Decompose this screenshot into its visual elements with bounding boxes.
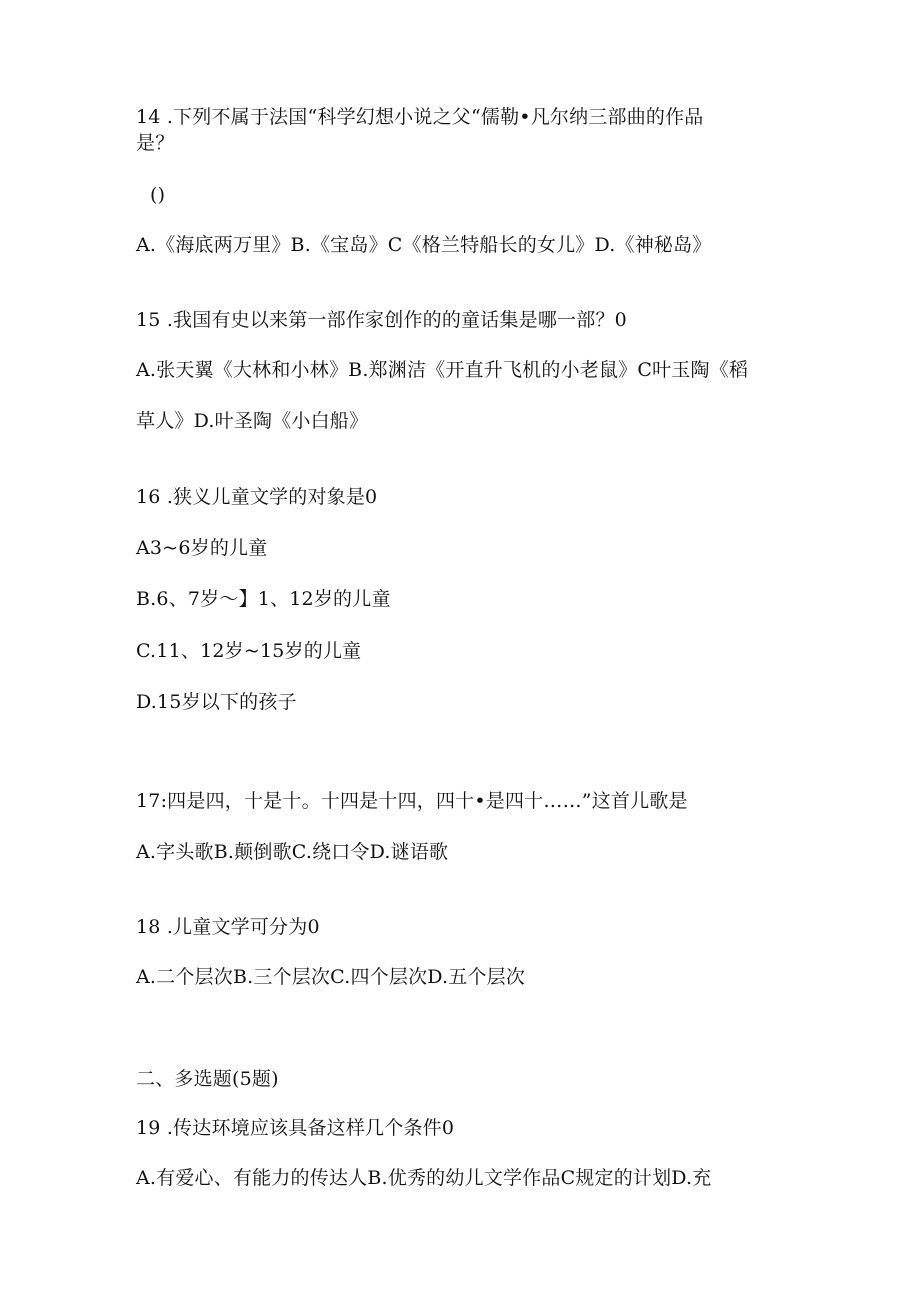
q16-option-b: B.6、7岁～】1、12岁的儿童 [136, 588, 391, 610]
q14-answer-blank: () [150, 184, 166, 206]
q17-stem: 17:四是四，十是十。十四是十四，四十•是四十……”这首儿歌是 [136, 790, 688, 812]
section2-heading: 二、多选题(5题) [136, 1068, 279, 1090]
q16-option-a: A3~6岁的儿童 [136, 537, 268, 559]
q18-options: A.二个层次B.三个层次C.四个层次D.五个层次 [136, 966, 526, 988]
q17-options: A.字头歌B.颠倒歌C.绕口令D.谜语歌 [136, 841, 449, 863]
q14-stem-line2: 是？ [136, 132, 175, 154]
q16-stem: 16 .狭义儿童文学的对象是0 [136, 486, 378, 508]
q18-stem: 18 .儿童文学可分为0 [136, 916, 320, 938]
q19-options: A.有爱心、有能力的传达人B.优秀的幼儿文学作品C规定的计划D.充 [136, 1167, 712, 1189]
q15-stem: 15 .我国有史以来第一部作家创作的的童话集是哪一部？0 [136, 309, 627, 331]
q16-option-c: C.11、12岁~15岁的儿童 [136, 640, 362, 662]
q14-stem-line1: 14 .下列不属于法国“科学幻想小说之父“儒勒•凡尔纳三部曲的作品 [136, 106, 704, 128]
q14-options: A.《海底两万里》B.《宝岛》C《格兰特船长的女儿》D.《神秘岛》 [136, 234, 712, 256]
q15-options-line1: A.张天翼《大林和小林》B.郑渊洁《开直升飞机的小老鼠》C叶玉陶《稻 [136, 359, 749, 381]
q16-option-d: D.15岁以下的孩子 [136, 691, 297, 713]
q15-options-line2: 草人》D.叶圣陶《小白船》 [136, 410, 369, 432]
q19-stem: 19 .传达环境应该具备这样几个条件0 [136, 1117, 455, 1139]
